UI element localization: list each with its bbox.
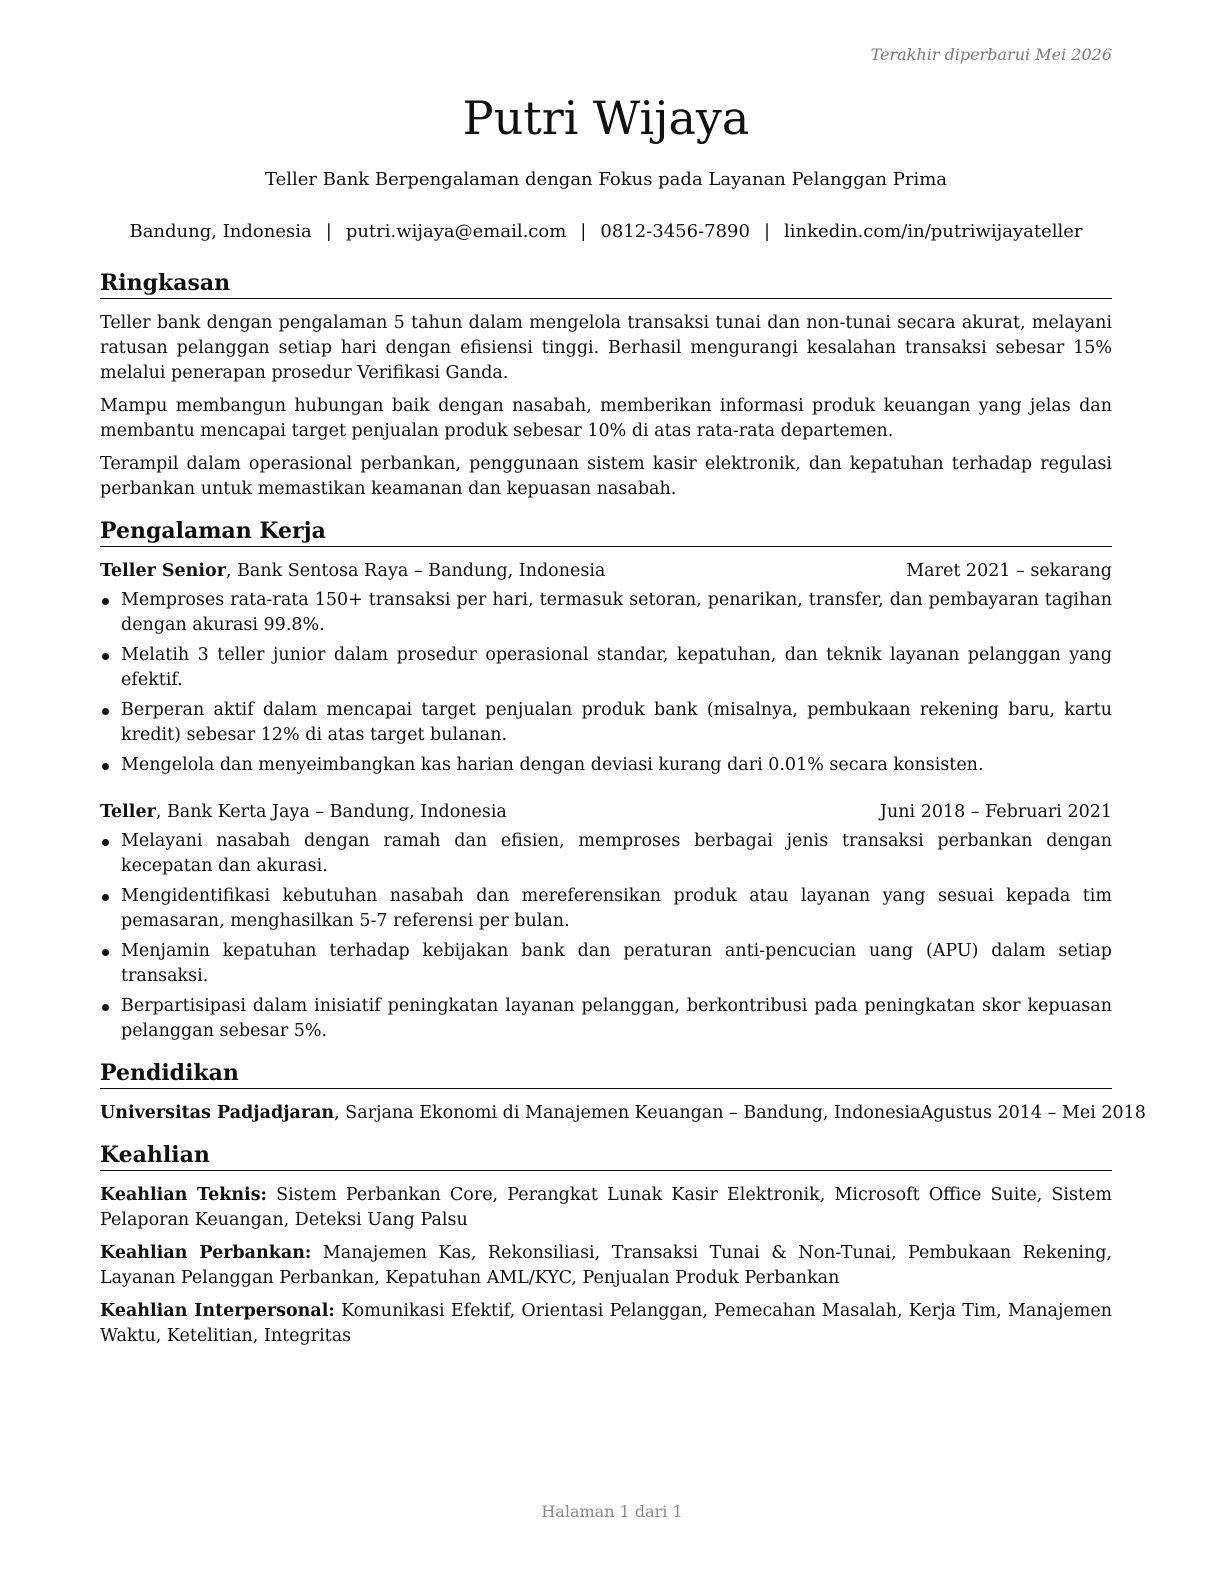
skill-label: Keahlian Perbankan: xyxy=(100,1243,312,1263)
contact-separator: | xyxy=(580,221,587,242)
contact-linkedin: linkedin.com/in/putriwijayateller xyxy=(784,221,1083,242)
summary-section xyxy=(100,268,1112,502)
bullet-icon xyxy=(102,763,109,770)
job-dates: Juni 2018 – Februari 2021 xyxy=(879,802,1112,822)
list-item xyxy=(100,994,1112,1044)
skills-section xyxy=(100,1140,1112,1349)
education-section xyxy=(100,1058,1146,1126)
list-item xyxy=(100,939,1112,989)
skill-line xyxy=(100,1241,1112,1291)
section-title: Keahlian xyxy=(100,1140,1112,1171)
bullet-icon xyxy=(102,653,109,660)
page-number: Halaman 1 dari 1 xyxy=(541,1502,683,1521)
skill-line xyxy=(100,1299,1112,1349)
bullet-text: Menjamin kepatuhan terhadap kebijakan bank dan peraturan anti-pencucian uang (APU) dalam setiap transaksi. xyxy=(121,941,1112,986)
last-updated: Terakhir diperbarui Mei 2026 xyxy=(870,45,1112,64)
section-title: Ringkasan xyxy=(100,268,1112,299)
job-title-line xyxy=(100,559,605,584)
job-org: , Bank Sentosa Raya – Bandung, Indonesia xyxy=(225,561,606,581)
job-role: Teller xyxy=(100,802,156,822)
list-item xyxy=(100,698,1112,748)
bullet-text: Mengidentifikasi kebutuhan nasabah dan mereferensikan produk atau layanan yang sesuai kepada tim pemasaran, menghasilkan 5-7 referensi per bulan. xyxy=(121,886,1112,931)
bullet-icon xyxy=(102,839,109,846)
resume-page xyxy=(100,0,1146,1584)
contact-location: Bandung, Indonesia xyxy=(129,221,312,242)
skill-label: Keahlian Teknis: xyxy=(100,1185,268,1205)
summary-paragraph: Teller bank dengan pengalaman 5 tahun dalam mengelola transaksi tunai dan non-tunai secara akurat, melayani ratusan pelanggan setiap hari dengan efisiensi tinggi. Berhasil mengurangi kesalahan transaksi sebesar 15% melalui penerapan prosedur Verifikasi Ganda. xyxy=(100,313,1112,383)
section-title: Pendidikan xyxy=(100,1058,1112,1089)
list-item xyxy=(100,753,1112,778)
education-line xyxy=(100,1101,921,1126)
contact-phone: 0812-3456-7890 xyxy=(600,221,750,242)
job-bullets xyxy=(100,829,1112,1044)
contact-email: putri.wijaya@email.com xyxy=(345,221,567,242)
summary-paragraph: Terampil dalam operasional perbankan, penggunaan sistem kasir elektronik, dan kepatuhan terhadap regulasi perbankan untuk memastikan keamanan dan kepuasan nasabah. xyxy=(100,454,1112,499)
job-header xyxy=(100,559,1112,584)
list-item xyxy=(100,643,1112,693)
bullet-text: Berperan aktif dalam mencapai target penjualan produk bank (misalnya, pembukaan rekening baru, kartu kredit) sebesar 12% di atas target bulanan. xyxy=(121,700,1112,745)
bullet-text: Melatih 3 teller junior dalam prosedur operasional standar, kepatuhan, dan teknik layanan pelanggan yang efektif. xyxy=(121,645,1112,690)
list-item xyxy=(100,829,1112,879)
contact-separator: | xyxy=(325,221,332,242)
bullet-icon xyxy=(102,1004,109,1011)
skill-text: Manajemen Kas, Rekonsiliasi, Transaksi Tunai & Non-Tunai, Pembukaan Rekening, Layanan Pelanggan Perbankan, Kepatuhan AML/KYC, Penjualan Produk Perbankan xyxy=(100,1243,1113,1288)
skill-text: Komunikasi Efektif, Orientasi Pelanggan, Pemecahan Masalah, Kerja Tim, Manajemen Waktu, Ketelitian, Integritas xyxy=(100,1301,1112,1346)
skill-text: Sistem Perbankan Core, Perangkat Lunak Kasir Elektronik, Microsoft Office Suite, Sistem Pelaporan Keuangan, Deteksi Uang Palsu xyxy=(100,1185,1112,1230)
list-item xyxy=(100,588,1112,638)
job-org: , Bank Kerta Jaya – Bandung, Indonesia xyxy=(155,802,507,822)
bullet-icon xyxy=(102,598,109,605)
job-entry xyxy=(100,559,1112,778)
candidate-name: Putri Wijaya xyxy=(462,91,750,145)
experience-section xyxy=(100,516,1112,1044)
job-dates: Maret 2021 – sekarang xyxy=(906,561,1112,581)
summary-paragraph: Mampu membangun hubungan baik dengan nasabah, memberikan informasi produk keuangan yang jelas dan membantu mencapai target penjualan produk sebesar 10% di atas rata-rata departemen. xyxy=(100,396,1112,441)
tagline: Teller Bank Berpengalaman dengan Fokus pada Layanan Pelanggan Prima xyxy=(264,169,948,190)
section-title: Pengalaman Kerja xyxy=(100,516,1112,547)
education-dates: Agustus 2014 – Mei 2018 xyxy=(920,1103,1146,1123)
bullet-text: Berpartisipasi dalam inisiatif peningkatan layanan pelanggan, berkontribusi pada peningkatan skor kepuasan pelanggan sebesar 5%. xyxy=(121,996,1112,1041)
bullet-text: Melayani nasabah dengan ramah dan efisien, memproses berbagai jenis transaksi perbankan dengan kecepatan dan akurasi. xyxy=(121,831,1112,876)
bullet-text: Memproses rata-rata 150+ transaksi per hari, termasuk setoran, penarikan, transfer, dan pembayaran tagihan dengan akurasi 99.8%. xyxy=(121,590,1112,635)
job-role: Teller Senior xyxy=(100,561,226,581)
job-bullets xyxy=(100,588,1112,778)
bullet-text: Mengelola dan menyeimbangkan kas harian dengan deviasi kurang dari 0.01% secara konsisten. xyxy=(121,755,984,775)
education-detail: , Sarjana Ekonomi di Manajemen Keuangan – Bandung, Indonesia xyxy=(334,1103,921,1123)
list-item xyxy=(100,884,1112,934)
bullet-icon xyxy=(102,708,109,715)
contact-separator: | xyxy=(763,221,771,242)
resume-content xyxy=(100,268,1146,1363)
job-header xyxy=(100,800,1112,825)
bullet-icon xyxy=(102,894,109,901)
job-entry xyxy=(100,800,1112,1044)
skill-line xyxy=(100,1183,1112,1233)
education-entry xyxy=(100,1101,1146,1126)
bullet-icon xyxy=(102,949,109,956)
education-school: Universitas Padjadjaran xyxy=(100,1103,335,1123)
job-title-line xyxy=(100,800,507,825)
contact-line xyxy=(100,220,1112,244)
skill-label: Keahlian Interpersonal: xyxy=(100,1301,335,1321)
